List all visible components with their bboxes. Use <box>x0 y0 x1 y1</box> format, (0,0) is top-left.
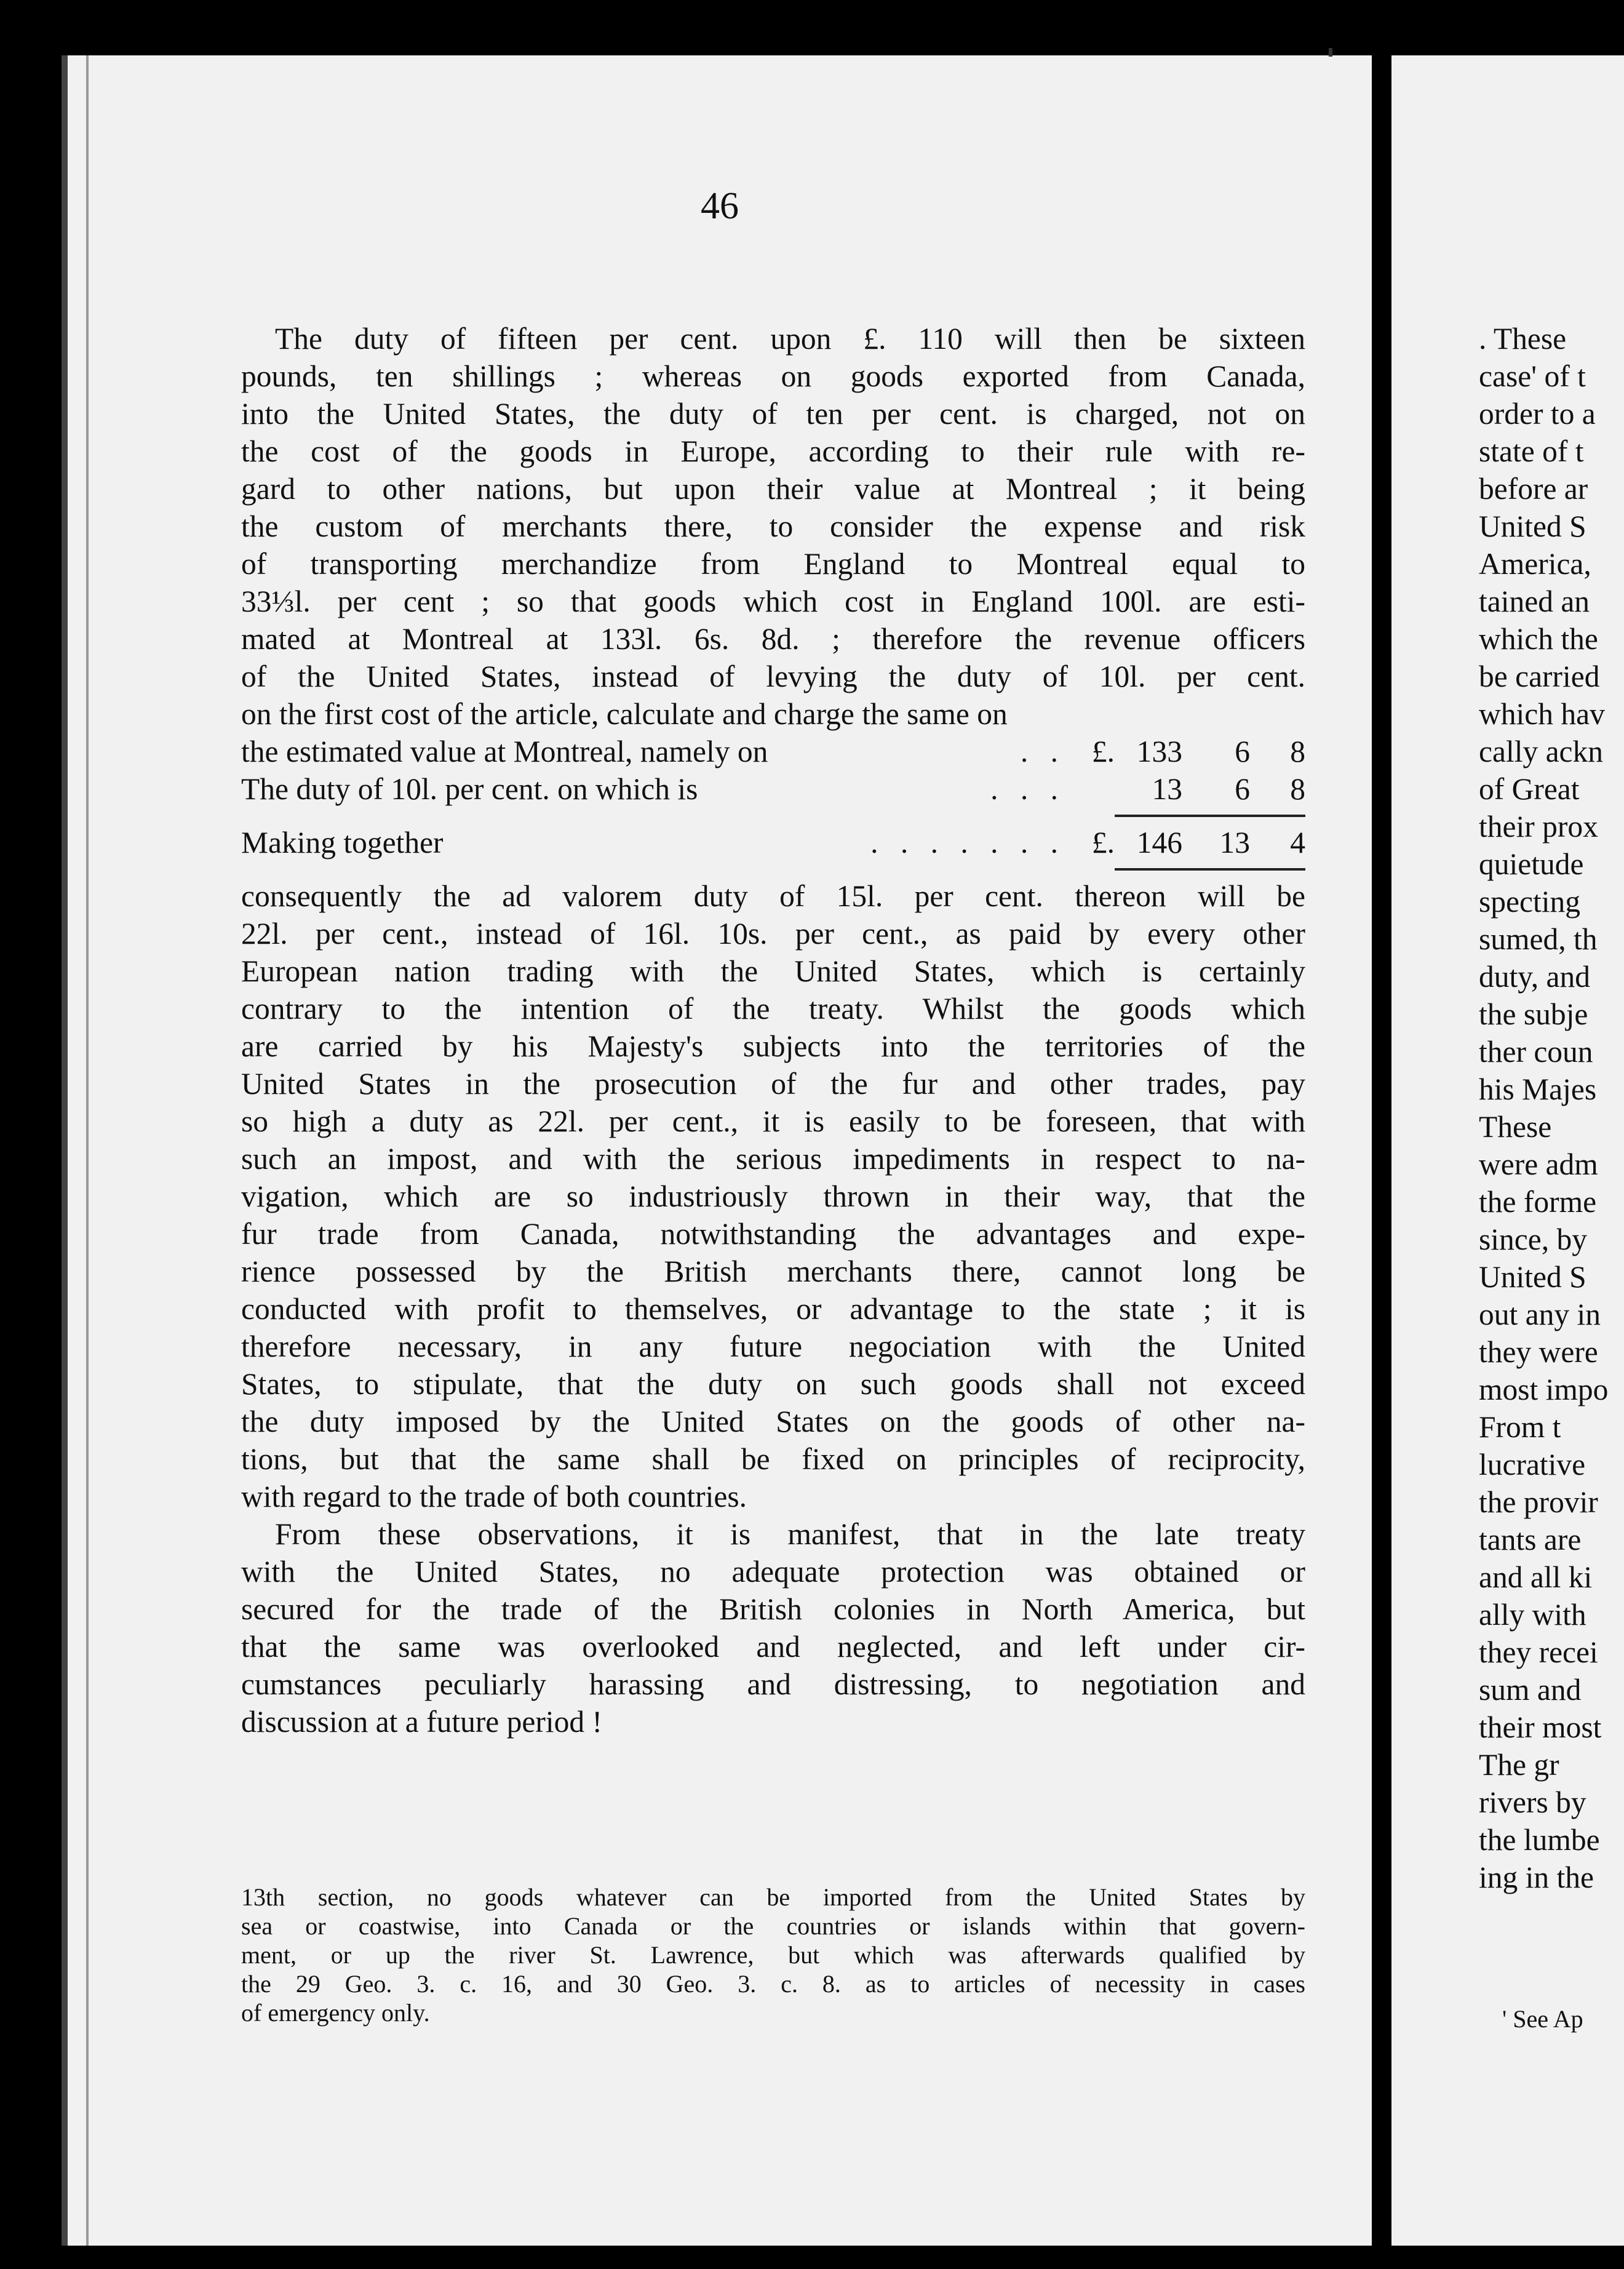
text-line: America, <box>1479 547 1591 581</box>
text-line: 22l. per cent., instead of 16l. 10s. per cent., as paid by every other <box>241 917 1305 951</box>
text-line: From these observations, it is manifest, that in the late treaty <box>275 1517 1305 1551</box>
text-line: state of t <box>1479 434 1584 468</box>
text-line: and all ki <box>1479 1560 1593 1594</box>
text-line: tained an <box>1479 584 1590 618</box>
binding-mark <box>1329 48 1332 57</box>
shillings-value: 13 <box>1219 826 1250 859</box>
right-page-footnote: ' See Ap <box>1502 2005 1583 2033</box>
text-line: the subje <box>1479 997 1588 1031</box>
text-line: into the United States, the duty of ten per cent. is charged, not on <box>241 397 1305 431</box>
text-line: with the United States, no adequate protection was obtained or <box>241 1555 1305 1589</box>
text-line: the duty imposed by the United States on the goods of other na- <box>241 1405 1305 1438</box>
page-number: 46 <box>701 185 739 227</box>
shillings-value: 6 <box>1235 772 1250 806</box>
text-line: the 29 Geo. 3. c. 16, and 30 Geo. 3. c. 8. as to articles of necessity in cases <box>241 1970 1305 1998</box>
right-page <box>1391 55 1624 2246</box>
text-line: which the <box>1479 622 1598 656</box>
text-line: sumed, th <box>1479 922 1598 956</box>
sum-rule-top <box>241 808 1305 824</box>
text-line: . These <box>1479 322 1567 356</box>
text-line: fur trade from Canada, notwithstanding the advantages and expe- <box>241 1217 1305 1251</box>
text-line: such an impost, and with the serious impediments in respect to na- <box>241 1142 1305 1176</box>
row-label: the estimated value at Montreal, namely on <box>241 735 768 768</box>
paragraph-1 <box>241 320 1305 733</box>
leader-dots: . . . <box>990 772 1065 806</box>
leader-dots: . . <box>1020 735 1065 768</box>
pence-value: 8 <box>1290 772 1305 806</box>
text-line: These <box>1479 1110 1552 1144</box>
table-row <box>241 824 1305 861</box>
text-line: the provir <box>1479 1485 1598 1519</box>
text-line: since, by <box>1479 1222 1587 1256</box>
text-line: secured for the trade of the British colonies in North America, but <box>241 1592 1305 1626</box>
row-label: The duty of 10l. per cent. on which is <box>241 772 698 806</box>
rule-line <box>1115 868 1305 871</box>
text-line: most impo <box>1479 1373 1609 1406</box>
right-page-text <box>1479 320 1624 1896</box>
text-line: United States in the prosecution of the fur and other trades, pay <box>241 1067 1305 1101</box>
text-line: sea or coastwise, into Canada or the countries or islands within that govern- <box>241 1912 1305 1940</box>
text-line: order to a <box>1479 397 1596 431</box>
text-line: gard to other nations, but upon their value at Montreal ; it being <box>241 472 1305 506</box>
text-line: tions, but that the same shall be fixed on principles of reciprocity, <box>241 1442 1305 1476</box>
text-line: they recei <box>1479 1635 1598 1669</box>
text-line: that the same was overlooked and neglected, and left under cir- <box>241 1630 1305 1664</box>
text-line: From t <box>1479 1410 1561 1444</box>
pounds-value: 13 <box>1152 772 1182 806</box>
text-line: vigation, which are so industriously thrown in their way, that the <box>241 1179 1305 1213</box>
text-line: of emergency only. <box>241 1999 430 2027</box>
paragraph-2 <box>241 877 1305 1515</box>
text-line: were adm <box>1479 1147 1598 1181</box>
text-line: sum and <box>1479 1673 1582 1707</box>
text-line: which hav <box>1479 697 1605 731</box>
text-line: United S <box>1479 1260 1586 1294</box>
text-line: ally with <box>1479 1598 1586 1632</box>
pounds-value: 133 <box>1136 735 1182 768</box>
text-line: 33⅓l. per cent ; so that goods which cost in England 100l. are esti- <box>241 584 1305 618</box>
currency-symbol: £. <box>1091 826 1115 859</box>
text-line: consequently the ad valorem duty of 15l. per cent. thereon will be <box>241 879 1305 913</box>
text-line: of the United States, instead of levying the duty of 10l. per cent. <box>241 660 1305 693</box>
text-line: before ar <box>1479 472 1588 506</box>
row-label: Making together <box>241 826 444 859</box>
pence-value: 8 <box>1290 735 1305 768</box>
left-page <box>62 55 1372 2246</box>
text-line: conducted with profit to themselves, or advantage to the state ; it is <box>241 1292 1305 1326</box>
text-line: The duty of fifteen per cent. upon £. 110 will then be sixteen <box>275 322 1305 356</box>
text-line: be carried <box>1479 660 1600 693</box>
text-line: the forme <box>1479 1185 1597 1219</box>
text-line: European nation trading with the United States, which is certainly <box>241 954 1305 988</box>
text-line: on the first cost of the article, calculate and charge the same on <box>241 697 1008 731</box>
text-line: ing in the <box>1479 1860 1594 1894</box>
text-line: discussion at a future period ! <box>241 1705 602 1739</box>
currency-symbol: £. <box>1091 735 1115 768</box>
valuation-table <box>241 733 1305 877</box>
table-row <box>241 770 1305 808</box>
main-text <box>241 320 1305 1741</box>
text-line: 13th section, no goods whatever can be imported from the United States by <box>241 1883 1305 1911</box>
shillings-value: 6 <box>1235 735 1250 768</box>
text-line: quietude <box>1479 847 1584 881</box>
text-line: States, to stipulate, that the duty on such goods shall not exceed <box>241 1367 1305 1401</box>
paragraph-3 <box>241 1515 1305 1741</box>
text-line: therefore necessary, in any future negociation with the United <box>241 1330 1305 1363</box>
text-line: mated at Montreal at 133l. 6s. 8d. ; therefore the revenue officers <box>241 622 1305 656</box>
text-line: rience possessed by the British merchants there, cannot long be <box>241 1254 1305 1288</box>
pence-value: 4 <box>1290 826 1305 859</box>
text-line: ther coun <box>1479 1035 1593 1069</box>
text-line: his Majes <box>1479 1072 1597 1106</box>
text-line: cally ackn <box>1479 735 1604 768</box>
text-line: their most <box>1479 1710 1602 1744</box>
leader-dots: . . . . . . . <box>870 826 1065 859</box>
text-line: cumstances peculiarly harassing and distressing, to negotiation and <box>241 1667 1305 1701</box>
text-line: tants are <box>1479 1523 1582 1557</box>
text-line: ment, or up the river St. Lawrence, but which was afterwards qualified by <box>241 1941 1305 1969</box>
text-line: rivers by <box>1479 1785 1586 1819</box>
text-line: are carried by his Majesty's subjects into the territories of the <box>241 1029 1305 1063</box>
footnote <box>241 1883 1305 2027</box>
text-line: the cost of the goods in Europe, according to their rule with re- <box>241 434 1305 468</box>
text-line: the custom of merchants there, to consider the expense and risk <box>241 509 1305 543</box>
text-line: duty, and <box>1479 960 1591 994</box>
text-line: of Great <box>1479 772 1580 806</box>
text-line: lucrative <box>1479 1448 1586 1481</box>
text-line: they were <box>1479 1335 1598 1369</box>
text-line: the lumbe <box>1479 1823 1600 1857</box>
text-line: with regard to the trade of both countries. <box>241 1480 747 1513</box>
text-line: pounds, ten shillings ; whereas on goods exported from Canada, <box>241 359 1305 393</box>
text-line: United S <box>1479 509 1586 543</box>
text-line: The gr <box>1479 1748 1559 1782</box>
text-line: of transporting merchandize from England to Montreal equal to <box>241 547 1305 581</box>
text-line: out any in <box>1479 1298 1601 1331</box>
pounds-value: 146 <box>1136 826 1182 859</box>
text-line: their prox <box>1479 810 1598 843</box>
rule-line <box>1115 815 1305 817</box>
text-line: case' of t <box>1479 359 1586 393</box>
table-row <box>241 733 1305 770</box>
text-line: contrary to the intention of the treaty. Whilst the goods which <box>241 992 1305 1026</box>
text-line: specting <box>1479 885 1580 919</box>
sum-rule-bottom <box>241 861 1305 877</box>
text-line: so high a duty as 22l. per cent., it is easily to be foreseen, that with <box>241 1104 1305 1138</box>
